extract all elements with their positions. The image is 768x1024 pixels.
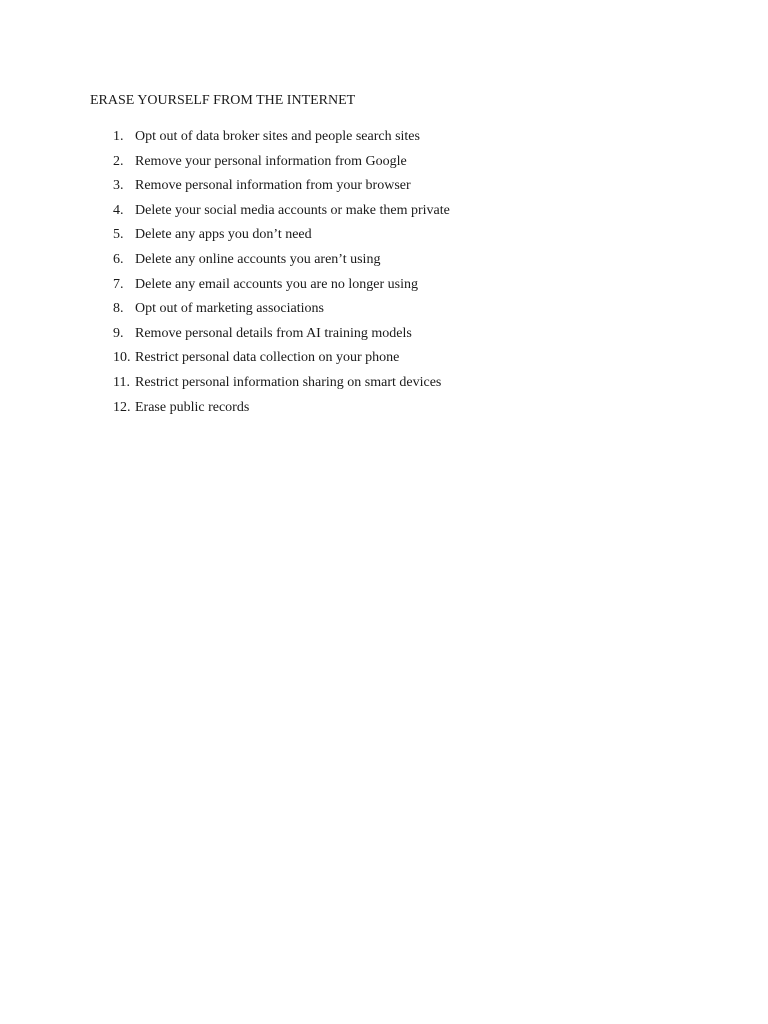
list-item-number: 9.: [113, 325, 124, 341]
list-item-number: 10.: [113, 350, 131, 366]
list-item-number: 7.: [113, 276, 124, 292]
list-item-number: 1.: [113, 129, 124, 144]
list-item-number: 3.: [113, 178, 124, 194]
document-title: ERASE YOURSELF FROM THE INTERNET: [90, 93, 356, 108]
list-item-text: Erase public records: [135, 399, 250, 415]
list-item-text: Delete any apps you don’t need: [135, 227, 312, 243]
list-item-text: Opt out of marketing associations: [135, 301, 324, 317]
list-item-number: 4.: [113, 202, 124, 218]
list-item-text: Delete any online accounts you aren’t using: [135, 251, 381, 267]
list-item-text: Opt out of data broker sites and people search sites: [135, 129, 420, 144]
list-item-number: 12.: [113, 399, 131, 415]
list-item-number: 11.: [113, 374, 130, 390]
list-item-number: 5.: [113, 227, 124, 243]
list-item-text: Restrict personal data collection on your phone: [135, 350, 400, 366]
list-item-text: Remove personal information from your browser: [135, 178, 411, 194]
list-item-text: Delete your social media accounts or make them private: [135, 202, 450, 218]
list-item-text: Remove your personal information from Google: [135, 153, 407, 169]
list-item-text: Restrict personal information sharing on smart devices: [135, 374, 442, 390]
list-item-number: 8.: [113, 301, 124, 317]
list-item-text: Delete any email accounts you are no longer using: [135, 276, 419, 292]
list-item-number: 6.: [113, 251, 124, 267]
list-item-text: Remove personal details from AI training models: [135, 325, 412, 341]
list-item-number: 2.: [113, 153, 124, 169]
